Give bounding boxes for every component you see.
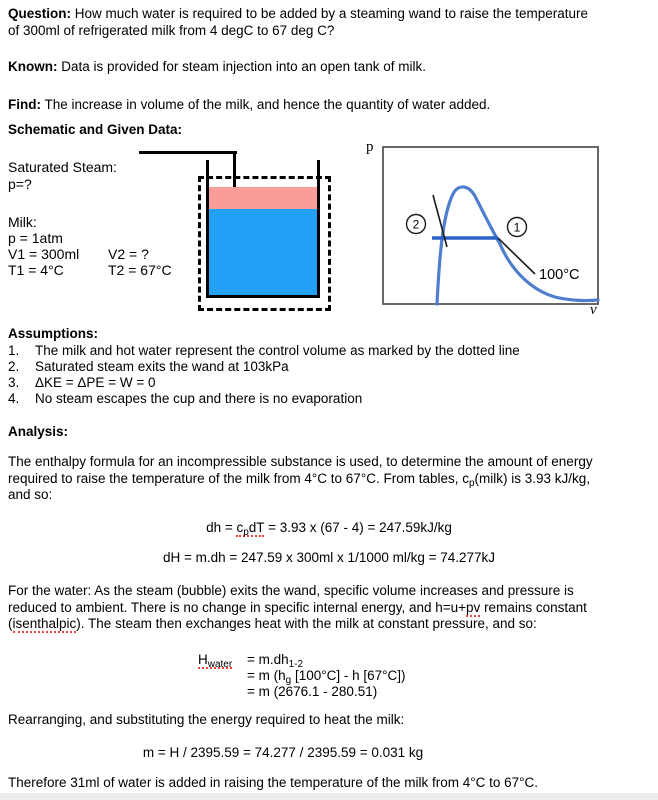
milk-t2: T2 = 67°C	[108, 262, 172, 278]
steam-data-block	[8, 159, 117, 193]
assumption-text: ΔKE = ΔPE = W = 0	[35, 375, 156, 390]
equation-text: H	[198, 652, 208, 667]
assumption-number: 1.	[8, 343, 20, 358]
assumptions-heading: Assumptions:	[8, 326, 99, 341]
paragraph-text: The enthalpy formula for an incompressible substance is used, to determine the amount of energy	[8, 454, 593, 469]
assumption-text: The milk and hot water represent the control volume as marked by the dotted line	[35, 343, 520, 358]
known-label: Known:	[8, 59, 58, 74]
paragraph-text: required to raise the temperature of the milk from 4°C to 67°C. From tables, c	[8, 470, 469, 486]
equation-dh	[0, 520, 658, 537]
state-2-label: 2	[412, 217, 420, 232]
isenthalpic-term: isenthalpic	[12, 616, 77, 631]
milk-label: Milk:	[8, 214, 37, 230]
g-subscript: g	[285, 675, 292, 686]
cup-right-wall	[317, 160, 320, 298]
assumption-item	[8, 343, 653, 359]
hwater-lines	[247, 652, 406, 700]
assumption-text: Saturated steam exits the wand at 103kPa	[35, 359, 289, 374]
p-axis-label: p	[366, 139, 374, 155]
milk-t1: T1 = 4°C	[8, 262, 64, 278]
equation-mass: m = H / 2395.59 = 74.277 / 2395.59 = 0.031 kg	[142, 745, 424, 760]
assumption-item	[8, 375, 653, 391]
assumption-text: No steam escapes the cup and there is no evaporation	[35, 391, 363, 406]
cpdt-term	[236, 520, 264, 537]
hwater-line-1	[247, 652, 304, 670]
analysis-heading: Analysis:	[8, 424, 69, 439]
equation-text: c	[236, 520, 244, 535]
known-text: Data is provided for steam injection into an open tank of milk.	[61, 59, 426, 74]
cp-subscript: p	[243, 527, 249, 538]
steam-wand-horizontal-line	[139, 151, 237, 154]
question-paragraph	[8, 6, 653, 39]
cp-subscript: p	[468, 477, 475, 489]
cup-bottom-wall	[206, 295, 320, 298]
equation-text: dh =	[206, 520, 237, 535]
analysis-paragraph-3: Rearranging, and substituting the energy required to heat the milk:	[8, 712, 405, 727]
schematic-heading: Schematic and Given Data:	[8, 122, 183, 137]
question-line1: How much water is required to be added by a steaming wand to raise the temperature	[74, 6, 589, 21]
hwater-line-2	[247, 668, 406, 686]
v-axis-label: ν	[590, 302, 597, 318]
assumption-number: 4.	[8, 391, 20, 406]
conclusion-text: Therefore 31ml of water is added in raising the temperature of the milk from 4°C to 67°C.	[8, 775, 539, 790]
find-label: Find:	[8, 97, 41, 112]
milk-data-block	[8, 214, 172, 278]
milk-pressure: p = 1atm	[8, 230, 63, 246]
milk-layer	[209, 209, 317, 296]
equation-text: = 3.93 x (67 - 4) = 247.59kJ/kg	[264, 520, 452, 535]
analysis-paragraph-1	[8, 454, 656, 504]
question-label: Question:	[8, 6, 71, 21]
state-1-label: 1	[513, 220, 521, 235]
paragraph-text: remains constant	[480, 599, 587, 615]
steam-pressure: p=?	[8, 176, 32, 192]
paragraph-text: (	[8, 616, 13, 631]
viewport-bottom-edge	[0, 793, 658, 800]
assumption-number: 3.	[8, 375, 20, 390]
cup-left-wall	[206, 160, 209, 298]
analysis-paragraph-2	[8, 583, 658, 633]
assumptions-list	[8, 343, 653, 407]
paragraph-text: reduced to ambient. There is no change in specific internal energy, and h=u+	[8, 599, 467, 615]
pv-diagram	[382, 146, 602, 308]
milk-v2: V2 = ?	[108, 246, 149, 262]
saturation-dome-curve	[437, 187, 598, 304]
paragraph-text: and so:	[8, 487, 53, 502]
milk-v1: V1 = 300ml	[8, 246, 80, 262]
equation-text: [100°C] - h [67°C])	[291, 668, 406, 683]
find-paragraph	[8, 97, 653, 114]
hwater-label	[198, 652, 247, 700]
assumption-number: 2.	[8, 359, 20, 374]
paragraph-text: For the water: As the steam (bubble) exits the wand, specific volume increases and pressure is	[8, 583, 574, 598]
known-paragraph	[8, 59, 653, 76]
paragraph-text: ). The steam then exchanges heat with the milk at constant pressure, and so:	[76, 616, 537, 631]
steam-label: Saturated Steam:	[8, 159, 117, 175]
question-line2: of 300ml of refrigerated milk from 4 degC to 67 deg C?	[8, 22, 335, 38]
pv-term: pv	[466, 599, 481, 615]
paragraph-text: (milk) is 3.93 kJ/kg,	[474, 470, 591, 486]
hwater-equation-block	[198, 652, 406, 700]
equation-text: = m.dh	[247, 652, 289, 667]
steam-froth-layer	[209, 187, 317, 209]
equation-text: = m (h	[247, 668, 286, 683]
equation-text: dT	[248, 520, 265, 535]
assumption-item	[8, 359, 653, 375]
water-subscript: water	[207, 659, 233, 670]
isotherm-temperature-label: 100°C	[539, 267, 580, 283]
hwater-line-3: = m (2676.1 - 280.51)	[247, 684, 378, 699]
one-two-subscript: 1-2	[288, 659, 304, 670]
assumption-item	[8, 391, 653, 407]
find-text: The increase in volume of the milk, and hence the quantity of water added.	[44, 97, 491, 112]
equation-dH: dH = m.dh = 247.59 x 300ml x 1/1000 ml/kg = 74.277kJ	[162, 550, 496, 565]
